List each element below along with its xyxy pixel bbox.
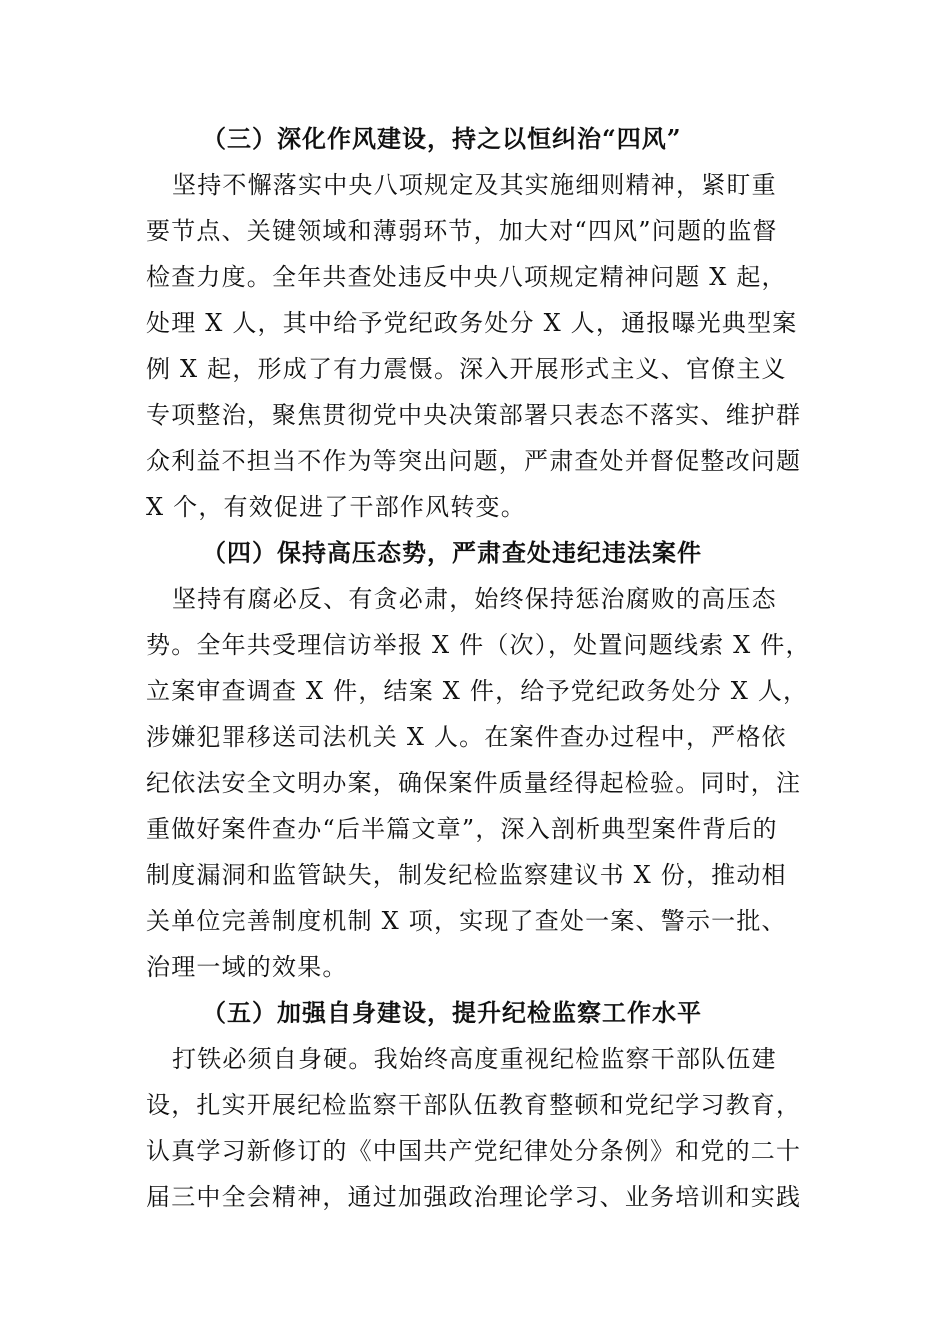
paragraph-line: X 个，有效促进了干部作风转变。 xyxy=(146,493,526,521)
document-body xyxy=(146,116,814,1220)
paragraph-line: 打铁必须自身硬。我始终高度重视纪检监察干部队伍建 xyxy=(172,1045,777,1073)
section-heading-3: （三）深化作风建设，持之以恒纠治“四风” xyxy=(202,124,682,153)
paragraph-line: 坚持有腐必反、有贪必肃，始终保持惩治腐败的高压态 xyxy=(172,585,777,613)
paragraph-line: 重做好案件查办“后半篇文章”，深入剖析典型案件背后的 xyxy=(146,815,778,843)
paragraph-line: 认真学习新修订的《中国共产党纪律处分条例》和党的二十 xyxy=(146,1137,802,1165)
paragraph-line: 要节点、关键领域和薄弱环节，加大对“四风”问题的监督 xyxy=(146,217,778,245)
paragraph-line: 涉嫌犯罪移送司法机关 X 人。在案件查办过程中，严格依 xyxy=(146,723,787,751)
paragraph-line: 众利益不担当不作为等突出问题，严肃查处并督促整改问题 xyxy=(146,447,802,475)
paragraph-line: 专项整治，聚焦贯彻党中央决策部署只表态不落实、维护群 xyxy=(146,401,802,429)
paragraph-line: 势。全年共受理信访举报 X 件（次），处置问题线索 X 件， xyxy=(146,631,811,659)
paragraph-line: 治理一域的效果。 xyxy=(146,953,348,981)
section-heading-5: （五）加强自身建设，提升纪检监察工作水平 xyxy=(202,998,702,1027)
section-paragraph-5 xyxy=(146,1036,814,1220)
paragraph-line: 检查力度。全年共查处违反中央八项规定精神问题 X 起， xyxy=(146,263,787,291)
section-paragraph-3 xyxy=(146,162,814,530)
paragraph-line: 届三中全会精神，通过加强政治理论学习、业务培训和实践 xyxy=(146,1183,802,1211)
paragraph-line: 纪依法安全文明办案，确保案件质量经得起检验。同时，注 xyxy=(146,769,802,797)
paragraph-line: 设，扎实开展纪检监察干部队伍教育整顿和党纪学习教育， xyxy=(146,1091,802,1119)
section-paragraph-4 xyxy=(146,576,814,990)
paragraph-line: 处理 X 人，其中给予党纪政务处分 X 人，通报曝光典型案 xyxy=(146,309,798,337)
section-heading-4: （四）保持高压态势，严肃查处违纪违法案件 xyxy=(202,538,702,567)
paragraph-line: 制度漏洞和监管缺失，制发纪检监察建议书 X 份，推动相 xyxy=(146,861,787,889)
paragraph-line: 坚持不懈落实中央八项规定及其实施细则精神，紧盯重 xyxy=(172,171,777,199)
paragraph-line: 关单位完善制度机制 X 项，实现了查处一案、警示一批、 xyxy=(146,907,787,935)
paragraph-line: 例 X 起，形成了有力震慑。深入开展形式主义、官僚主义 xyxy=(146,355,787,383)
paragraph-line: 立案审查调查 X 件，结案 X 件，给予党纪政务处分 X 人， xyxy=(146,677,809,705)
